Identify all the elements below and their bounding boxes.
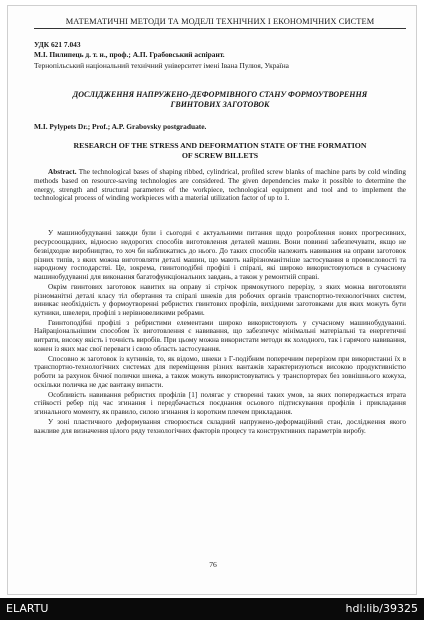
title-ukrainian: ДОСЛІДЖЕННЯ НАПРУЖЕНО-ДЕФОРМІВНОГО СТАНУ ФОРМОУТВОРЕННЯ ГВИНТОВИХ ЗАГОТОВОК xyxy=(72,90,368,109)
paragraph: Гвинтоподібні профілі з ребристими елементами широко використовують у сучасному машинобудуванні. Найраціональнішим способом їх виготовлення є навивання, що забезпечує мінімальні матеріальні та енергетичні витрати, високу якість і точність виробів. При цьому можна використати методи як холодного, так і гарячого навивання, кожен із яких має свої переваги і свою область застосування. xyxy=(34,318,406,354)
repository-footer xyxy=(0,598,424,620)
authors-english: M.I. Pylypets Dr.; Prof.; A.P. Grabovsky postgraduate. xyxy=(34,122,207,131)
paragraph: У машинобудуванні завжди були і сьогодні є актуальними питання щодо розроблення нових прогресивних, ресурсоощадних, відносно недорогих способів виготовлення деталей машин. Вони повинні забезпечувати, якщо не безвідходне виробництво, то хоч би наближатись до нього. До таких способів належить навивання на оправи заготовок різних типів, з яких можна виготовляти деталі машин, що мають найрізноманітніше застосування в промисловості та народному господарстві. Це, зокрема, гвинтоподібні профілі і спіралі, які широко використовуються в сучасному машинобудуванні для виконання багатофункціональних завдань, а також у ремонтній справі. xyxy=(34,229,406,282)
paragraph: У зоні пластичного деформування створюється складний напружено-деформаційний стан, дослідження якого важливе для визначення цілого ряду технологічних факторів процесу та конструктивних параметрів виробу. xyxy=(34,417,406,435)
affiliation: Тернопільський національний технічний університет імені Івана Пулюя, Україна xyxy=(34,61,289,70)
repository-name: ELARTU xyxy=(6,602,49,615)
paper-sheet xyxy=(7,5,417,595)
body-text xyxy=(34,229,406,436)
paragraph: Спосовно ж заготовок із кутників, то, як відомо, шнеки з Г-подібним поперечним перерізом при використанні їх в транспортно-технологічних системах для переміщення різних вантажів характеризуються високою продуктивністю роботи за рахунок бічної полички шнека, а також можуть використовуватись у транспортерах без зовнішнього кожуха, оскільки поличка не дає вантажу випасти. xyxy=(34,354,406,390)
paragraph: Окрім гвинтових заготовок навитих на оправу зі стрічок прямокутного перерізу, з яких можна виготовляти різноманітні деталі класу тіл обертання та спіралі шнеків для робочих органів транспортно-технологічних систем, виникає необхідність у формоутворенні ребристих гвинтових профілів, вихідними заготовками для яких можуть бути кутники, швелери, профілі з нерівновеликими ребрами. xyxy=(34,282,406,318)
handle-id: hdl:lib/39325 xyxy=(345,602,418,615)
page-number: 76 xyxy=(209,560,217,569)
udc-code: УДК 621 7.043 xyxy=(34,40,81,49)
abstract-label: Abstract. xyxy=(48,168,77,176)
running-header: МАТЕМАТИЧНІ МЕТОДИ ТА МОДЕЛІ ТЕХНІЧНИХ І ЕКОНОМІЧНИХ СИСТЕМ xyxy=(34,17,406,29)
title-english: RESEARCH OF THE STRESS AND DEFORMATION STATE OF THE FORMATION OF SCREW BILLETS xyxy=(73,141,367,160)
abstract xyxy=(34,168,406,203)
paragraph: Особливість навивання ребристих профілів [1] полягає у створенні таких умов, за яких попереджається втрата стійкості ребер під час згинання і передбачається поєднання осьового підтискування профілів і прикладання згинального моменту, як правило, силою згинання із коротким плечем прикладання. xyxy=(34,390,406,417)
authors-ukrainian: М.І. Пилипець д. т. н., проф.; А.П. Грабовський аспірант. xyxy=(34,50,225,59)
abstract-text: The technological bases of shaping ribbed, cylindrical, profiled screw blanks of machine parts by cold winding methods based on resource-saving technologies are considered. The given dependencies make it possible to determine the energy, strength and structural parameters of the workpiece, technological equipment and tool and to implement the technological process of winding workpieces with a material utilization factor of up to 1. xyxy=(34,168,407,203)
